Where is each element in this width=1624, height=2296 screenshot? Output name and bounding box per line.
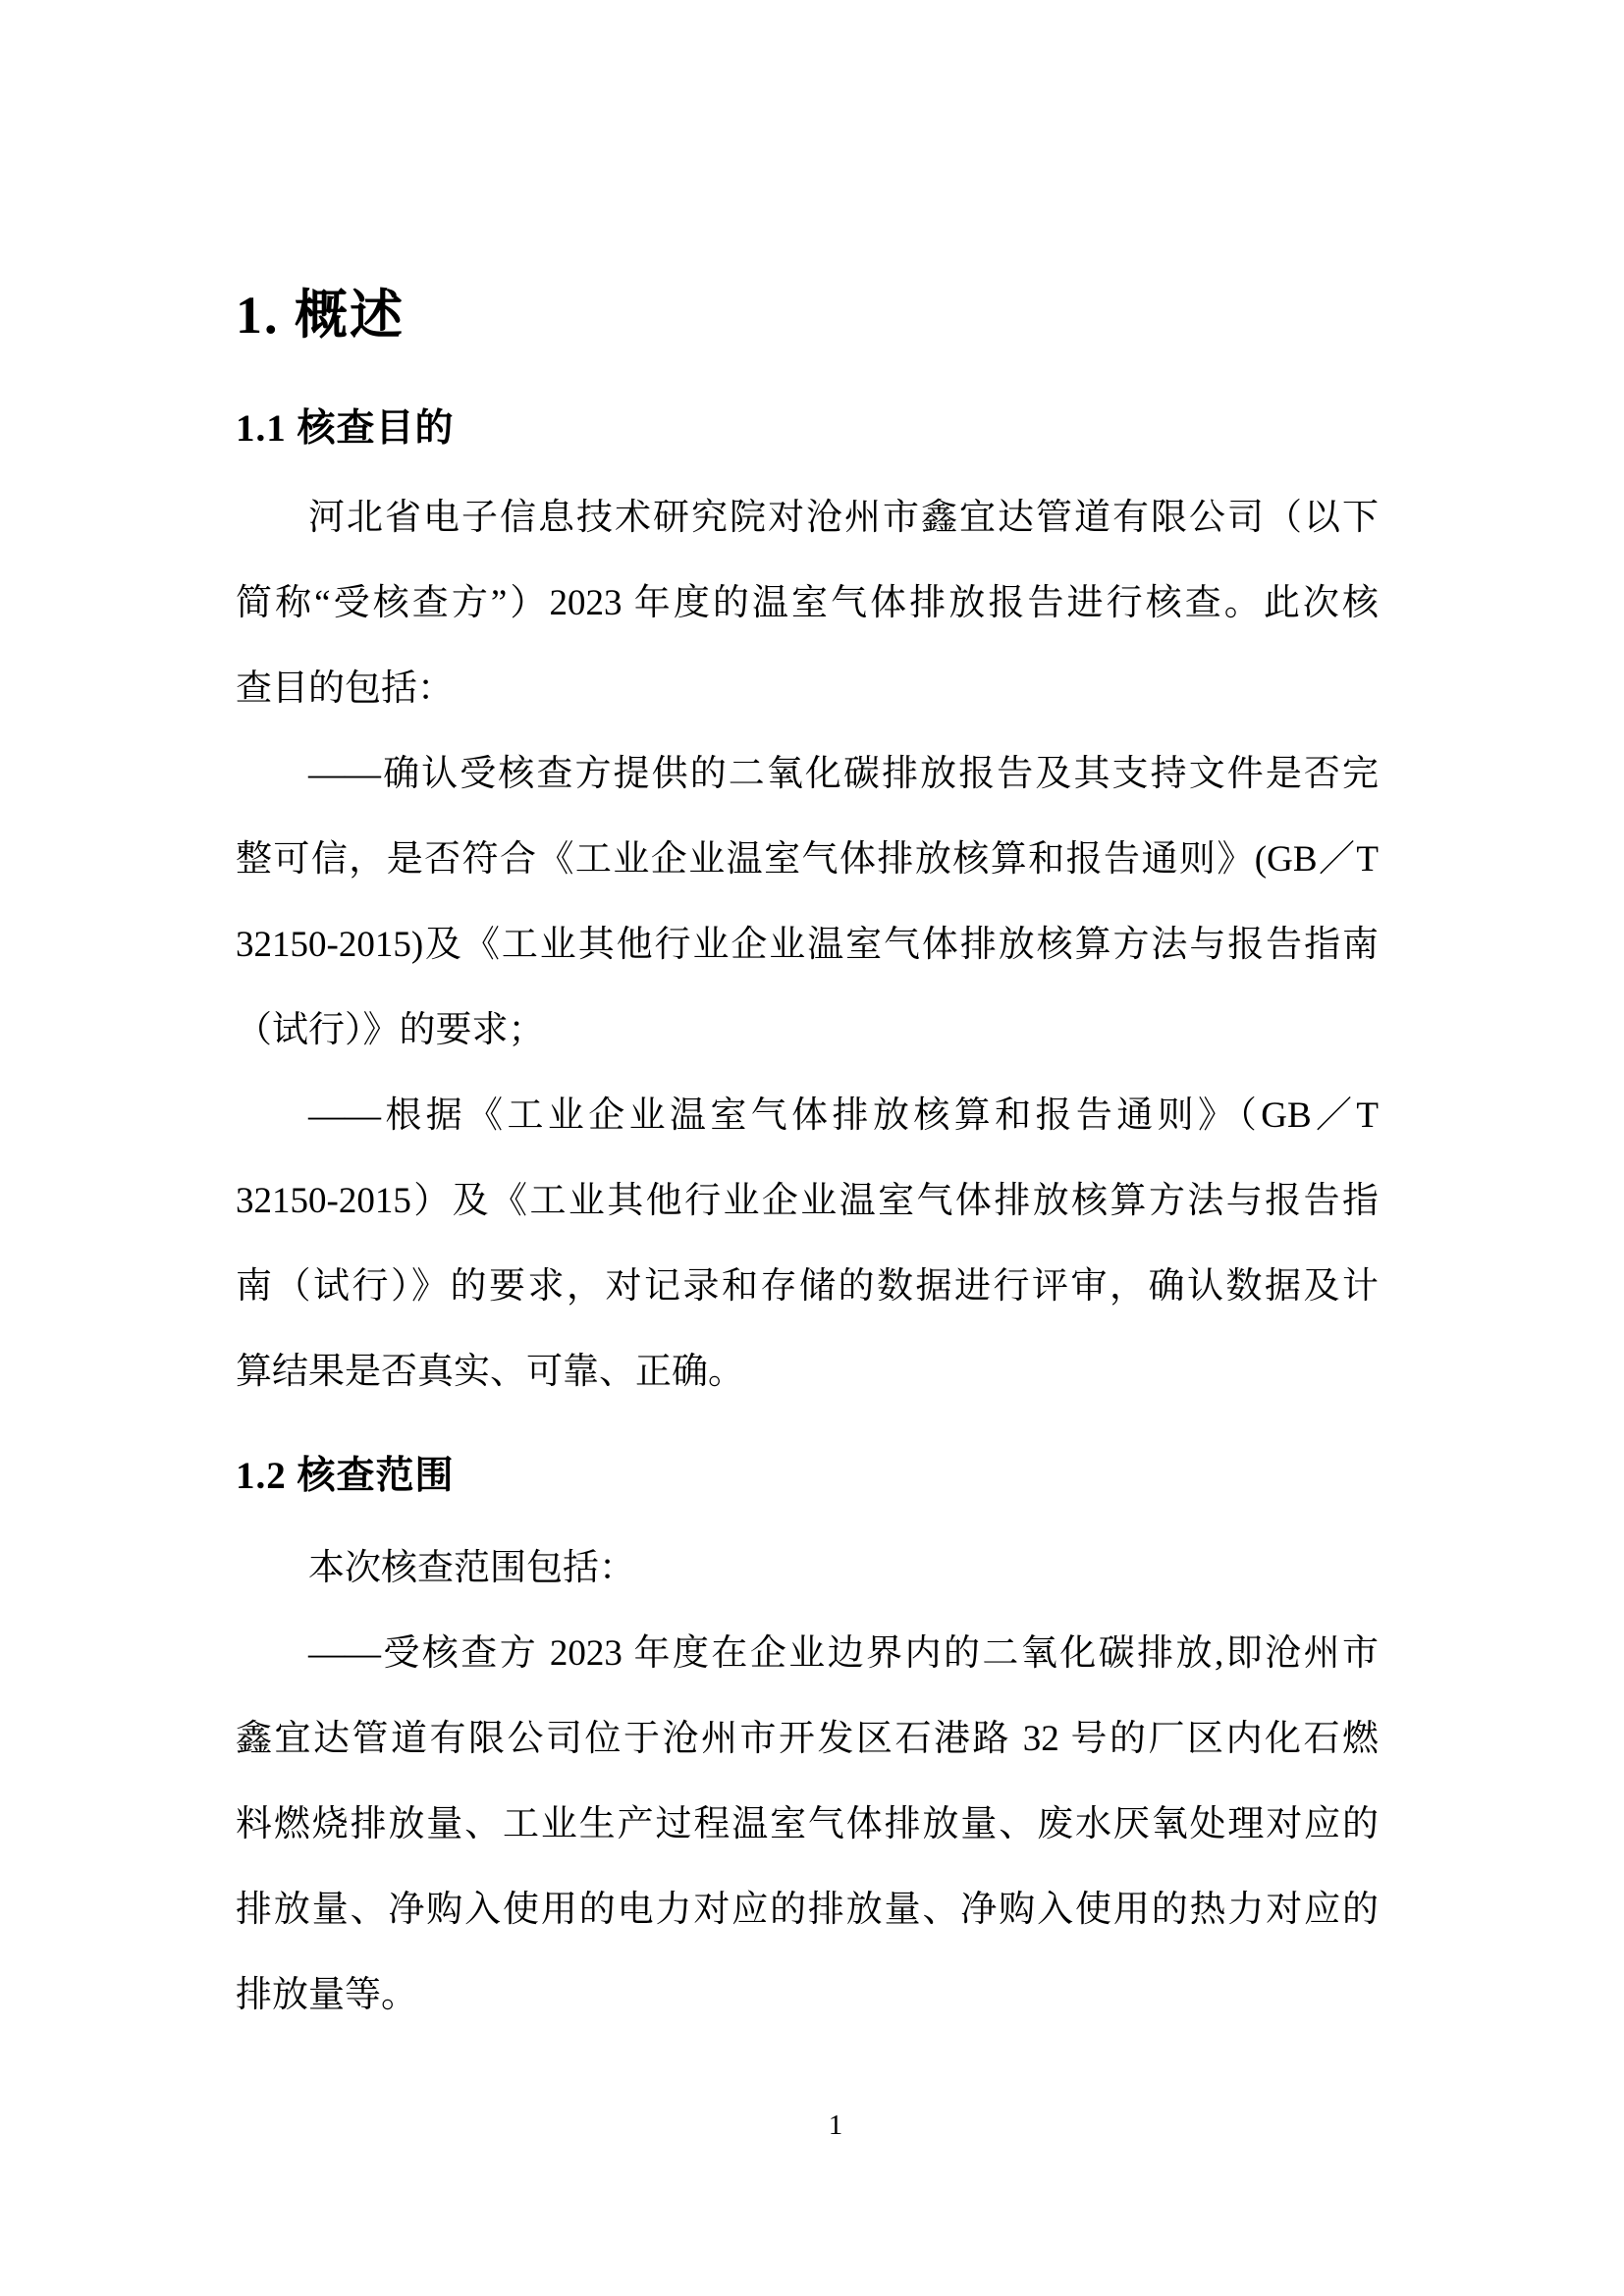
text-line: 排放量、净购入使用的电力对应的排放量、净购入使用的热力对应的 (236, 1890, 1379, 1930)
text-line: 河北省电子信息技术研究院对沧州市鑫宜达管道有限公司（以下 (308, 498, 1379, 538)
text-line: 南（试行）》的要求，对记录和存储的数据进行评审，确认数据及计 (236, 1266, 1379, 1307)
text-line: ——受核查方 2023 年度在企业边界内的二氧化碳排放,即沧州市 (308, 1633, 1379, 1674)
text-line: ——根据《工业企业温室气体排放核算和报告通则》（GB／T (308, 1095, 1379, 1136)
page-footer (236, 2109, 1435, 2143)
text-line: 整可信，是否符合《工业企业温室气体排放核算和报告通则》(GB／T (236, 839, 1379, 880)
text-line: 32150-2015)及《工业其他行业企业温室气体排放核算方法与报告指南 (236, 925, 1379, 965)
text-line: （试行）》的要求； (236, 1010, 545, 1050)
text-line: 32150-2015）及《工业其他行业企业温室气体排放核算方法与报告指 (236, 1181, 1379, 1221)
text-line: 排放量等。 (236, 1975, 417, 2015)
text-line: 算结果是否真实、可靠、正确。 (236, 1352, 744, 1392)
page-title: 1. 概述 (236, 286, 405, 345)
text-line: 简称“受核查方”）2023 年度的温室气体排放报告进行核查。此次核 (236, 583, 1379, 623)
text-line: 料燃烧排放量、工业生产过程温室气体排放量、废水厌氧处理对应的 (236, 1804, 1379, 1844)
text-line: 本次核查范围包括： (308, 1548, 635, 1588)
page-number: 1 (828, 2109, 843, 2141)
section-heading: 1.1 核查目的 (236, 407, 455, 450)
text-line: 查目的包括： (236, 668, 454, 709)
section-heading: 1.2 核查范围 (236, 1455, 455, 1497)
text-line: 鑫宜达管道有限公司位于沧州市开发区石港路 32 号的厂区内化石燃 (236, 1719, 1379, 1759)
text-line: ——确认受核查方提供的二氧化碳排放报告及其支持文件是否完 (308, 754, 1379, 794)
